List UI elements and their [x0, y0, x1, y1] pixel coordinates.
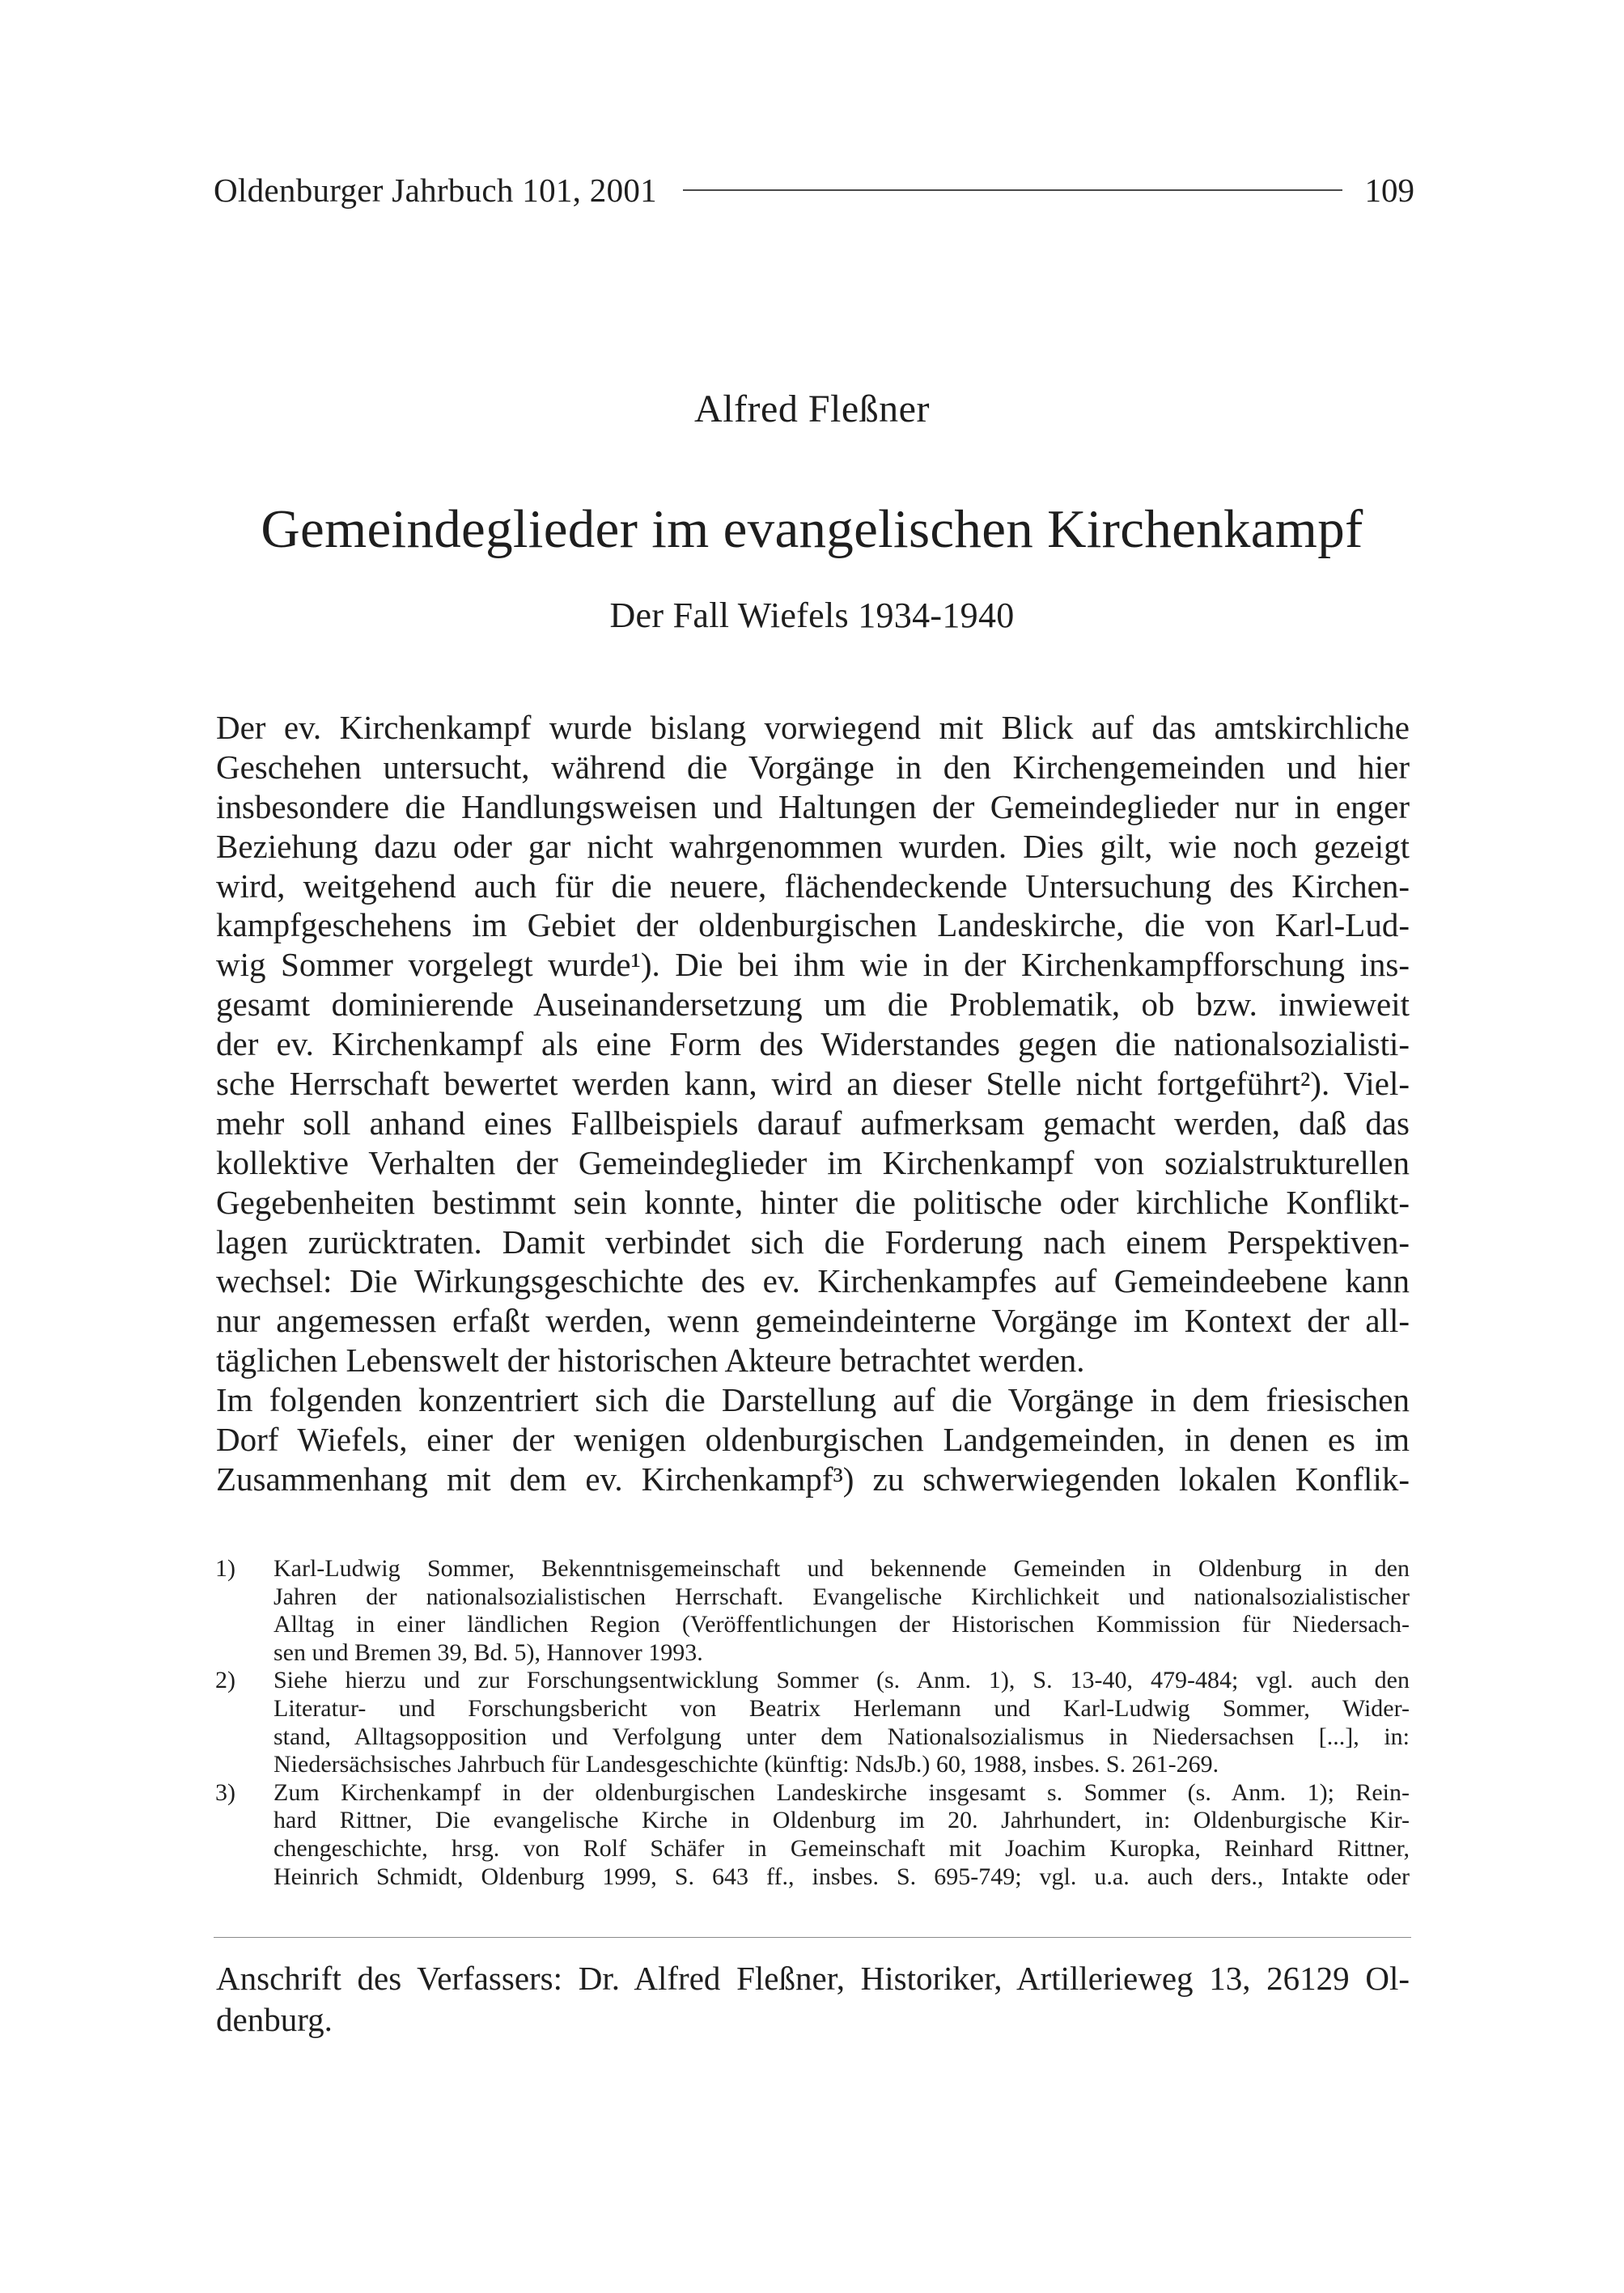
body-line: wechsel: Die Wirkungsgeschichte des ev. Kirchenkampfes auf Gemeindeebene kann	[216, 1262, 1410, 1300]
body-line: mehr soll anhand eines Fallbeispiels darauf aufmerksam gemacht werden, daß das	[216, 1104, 1410, 1142]
footnote-line: chengeschichte, hrsg. von Rolf Schäfer in Gemeinschaft mit Joachim Kuropka, Reinhard Rittner,	[273, 1834, 1410, 1862]
body-line: kollektive Verhalten der Gemeindeglieder im Kirchenkampf von sozialstrukturellen	[216, 1143, 1410, 1181]
footnote-line: sen und Bremen 39, Bd. 5), Hannover 1993.	[273, 1638, 703, 1666]
body-line: täglichen Lebenswelt der historischen Akteure betrachtet werden.	[216, 1341, 1085, 1380]
body-line: Der ev. Kirchenkampf wurde bislang vorwiegend mit Blick auf das amtskirchliche	[216, 709, 1410, 746]
footnote	[214, 1779, 1410, 1891]
body-line: Zusammenhang mit dem ev. Kirchenkampf³) zu schwerwiegenden lokalen Konflik-	[216, 1460, 1410, 1498]
footnote-line: Karl-Ludwig Sommer, Bekenntnisgemeinschaft und bekennende Gemeinden in Oldenburg in den	[273, 1555, 1410, 1582]
body-line: Dorf Wiefels, einer der wenigen oldenburgischen Landgemeinden, in denen es im	[216, 1421, 1410, 1459]
body-line: wig Sommer vorgelegt wurde¹). Die bei ihm wie in der Kirchenkampfforschung ins-	[216, 946, 1410, 984]
page-number: 109	[1364, 172, 1414, 209]
article-subtitle: Der Fall Wiefels 1934-1940	[609, 596, 1015, 635]
address-line: denburg.	[216, 2001, 333, 2038]
footnote-line: stand, Alltagsopposition und Verfolgung unter dem Nationalsozialismus in Niedersachsen [...], in:	[273, 1723, 1410, 1750]
footnotes	[214, 1555, 1410, 1891]
journal-title: Oldenburger Jahrbuch 101, 2001	[214, 172, 657, 209]
footnote	[214, 1667, 1410, 1778]
footnote-number: 1)	[215, 1555, 235, 1582]
footnote-line: Siehe hierzu und zur Forschungsentwicklung Sommer (s. Anm. 1), S. 13-40, 479-484; vgl. auch den	[273, 1667, 1410, 1694]
body-line: Beziehung dazu oder gar nicht wahrgenommen wurden. Dies gilt, wie noch gezeigt	[216, 827, 1410, 865]
footnote-number: 3)	[215, 1778, 235, 1806]
body-line: Im folgenden konzentriert sich die Darstellung auf die Vorgänge in dem friesischen	[216, 1381, 1410, 1419]
footnote-text	[273, 1667, 1410, 1778]
body-line: gesamt dominierende Auseinandersetzung um die Problematik, ob bzw. inwieweit	[216, 985, 1410, 1024]
body-line: der ev. Kirchenkampf als eine Form des Widerstandes gegen die nationalsozialisti-	[216, 1025, 1410, 1063]
running-head	[214, 166, 1414, 214]
footnote-line: Jahren der nationalsozialistischen Herrschaft. Evangelische Kirchlichkeit und nationalsozialistischer	[273, 1583, 1410, 1610]
footnote-line: Alltag in einer ländlichen Region (Veröffentlichungen der Historischen Kommission für Niedersach-	[273, 1611, 1410, 1638]
footnote	[214, 1555, 1410, 1667]
body-line: lagen zurücktraten. Damit verbindet sich die Forderung nach einem Perspektiven-	[216, 1223, 1410, 1261]
footnote-line: Literatur- und Forschungsbericht von Beatrix Herlemann und Karl-Ludwig Sommer, Wider-	[273, 1694, 1410, 1722]
footnote-line: Heinrich Schmidt, Oldenburg 1999, S. 643 ff., insbes. S. 695-749; vgl. u.a. auch ders., Intakte oder	[273, 1863, 1410, 1890]
article-author: Alfred Fleßner	[694, 388, 930, 430]
body-line: nur angemessen erfaßt werden, wenn gemeindeinterne Vorgänge im Kontext der all-	[216, 1302, 1410, 1340]
footnote-line: Zum Kirchenkampf in der oldenburgischen Landeskirche insgesamt s. Sommer (s. Anm. 1); Rein-	[273, 1778, 1410, 1806]
address-line: Anschrift des Verfassers: Dr. Alfred Fleßner, Historiker, Artillerieweg 13, 26129 Ol-	[216, 1960, 1410, 1997]
header-rule	[683, 189, 1342, 191]
article-title: Gemeindeglieder im evangelischen Kirchenkampf	[261, 499, 1363, 559]
body-line: insbesondere die Handlungsweisen und Haltungen der Gemeindeglieder nur in enger	[216, 787, 1410, 825]
body-line: Geschehen untersucht, während die Vorgänge in den Kirchengemeinden und hier	[216, 748, 1410, 786]
footnote-text	[273, 1555, 1410, 1667]
footnote-text	[273, 1779, 1410, 1891]
article-body	[216, 708, 1410, 1499]
footnote-number: 2)	[215, 1667, 235, 1694]
body-line: sche Herrschaft bewertet werden kann, wird an dieser Stelle nicht fortgeführt²). Viel-	[216, 1065, 1410, 1103]
author-address	[216, 1958, 1410, 2041]
footnote-line: hard Rittner, Die evangelische Kirche in Oldenburg im 20. Jahrhundert, in: Oldenburgische Kir-	[273, 1807, 1410, 1834]
body-line: wird, weitgehend auch für die neuere, flächendeckende Untersuchung des Kirchen-	[216, 867, 1410, 905]
footer-rule	[214, 1937, 1411, 1938]
footnote-line: Niedersächsisches Jahrbuch für Landesgeschichte (künftig: NdsJb.) 60, 1988, insbes. S. 261-269.	[273, 1751, 1219, 1778]
body-line: kampfgeschehens im Gebiet der oldenburgischen Landeskirche, die von Karl-Lud-	[216, 906, 1410, 944]
body-line: Gegebenheiten bestimmt sein konnte, hinter die politische oder kirchliche Konflikt-	[216, 1183, 1410, 1221]
